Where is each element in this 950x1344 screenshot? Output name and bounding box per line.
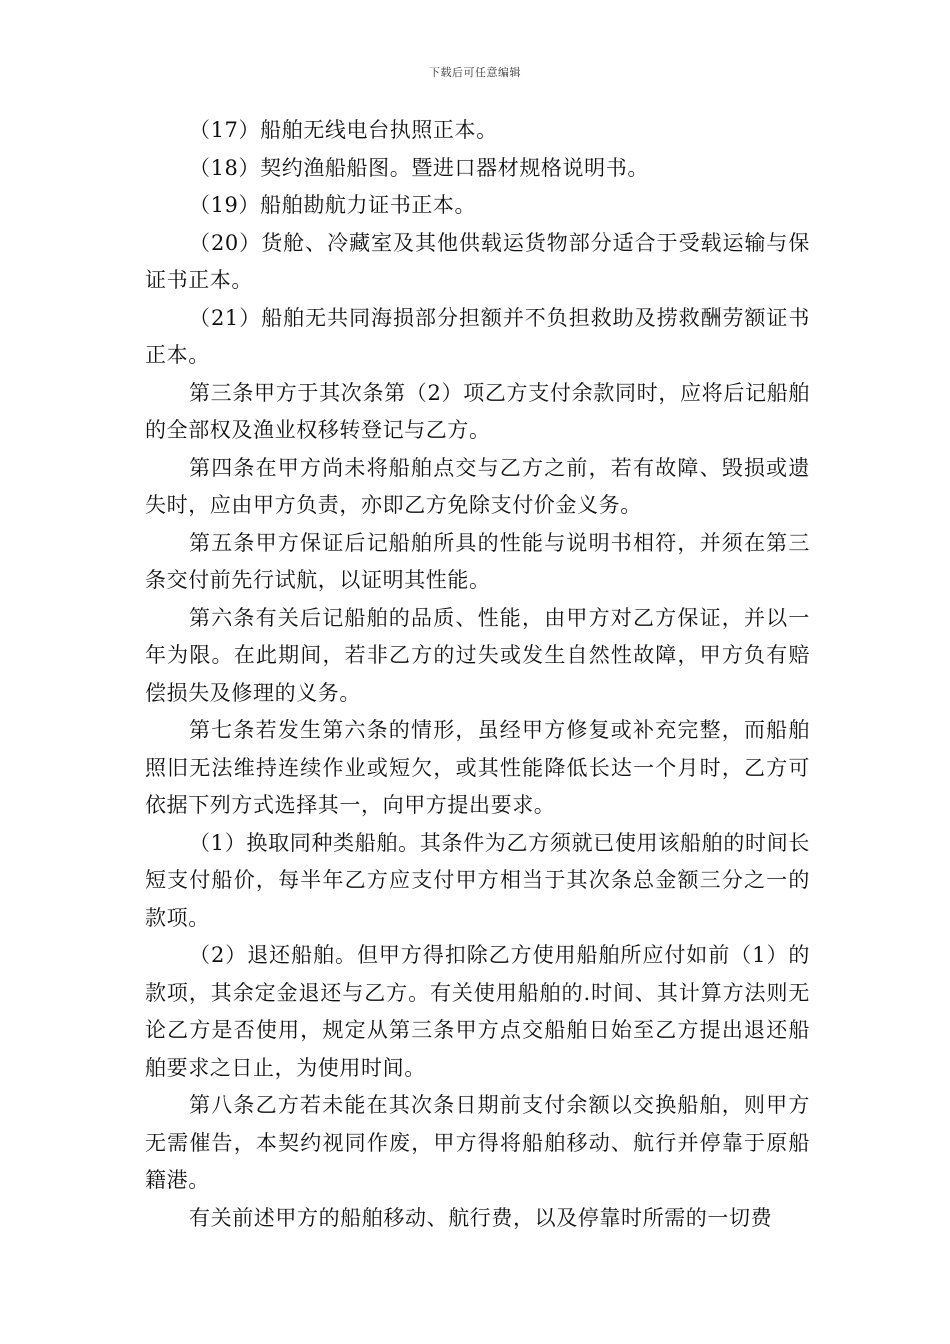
paragraph-option-1: （1）换取同种类船舶。其条件为乙方须就已使用该船舶的时间长短支付船价，每半年乙方应支付甲方相当于其次条总金额三分之一的款项。 bbox=[145, 830, 810, 930]
paragraph-article-5: 第五条甲方保证后记船舶所具的性能与说明书相符，并须在第三条交付前先行试航，以证明其性能。 bbox=[145, 530, 810, 592]
paragraph-article-7: 第七条若发生第六条的情形，虽经甲方修复或补充完整，而船舶照旧无法维持连续作业或短欠，或其性能降低长达一个月时，乙方可依据下列方式选择其一，向甲方提出要求。 bbox=[145, 718, 810, 817]
paragraph-continued: 有关前述甲方的船舶移动、航行费，以及停靠时所需的一切费 bbox=[189, 1205, 773, 1230]
document-body bbox=[145, 112, 810, 1237]
page-header: 下载后可任意编辑 bbox=[429, 66, 521, 79]
paragraph-item-21: （21）船舶无共同海损部分担额并不负担救助及捞救酬劳额证书正本。 bbox=[145, 305, 810, 367]
paragraph-article-4: 第四条在甲方尚未将船舶点交与乙方之前，若有故障、毁损或遗失时，应由甲方负责，亦即乙方免除支付价金义务。 bbox=[145, 455, 810, 517]
paragraph-article-3: 第三条甲方于其次条第（2）项乙方支付余款同时，应将后记船舶的全部权及渔业权移转登记与乙方。 bbox=[145, 380, 810, 442]
paragraph-item-18: （18）契约渔船船图。暨进口器材规格说明书。 bbox=[189, 155, 649, 180]
paragraph-option-2: （2）退还船舶。但甲方得扣除乙方使用船舶所应付如前（1）的款项，其余定金退还与乙方。有关使用船舶的.时间、其计算方法则无论乙方是否使用，规定从第三条甲方点交船舶日始至乙方提出退还船舶要求之日止，为使用时间。 bbox=[145, 943, 810, 1080]
paragraph-item-19: （19）船舶勘航力证书正本。 bbox=[189, 193, 477, 217]
paragraph-article-8: 第八条乙方若未能在其次条日期前支付余额以交换船舶，则甲方无需催告，本契约视同作废，甲方得将船舶移动、航行并停靠于原船籍港。 bbox=[145, 1093, 810, 1192]
paragraph-item-17: （17）船舶无线电台执照正本。 bbox=[189, 118, 498, 142]
paragraph-article-6: 第六条有关后记船舶的品质、性能，由甲方对乙方保证，并以一年为限。在此期间，若非乙方的过失或发生自然性故障，甲方负有赔偿损失及修理的义务。 bbox=[145, 605, 810, 705]
paragraph-item-20: （20）货舱、冷藏室及其他供载运货物部分适合于受载运输与保证书正本。 bbox=[145, 230, 810, 292]
